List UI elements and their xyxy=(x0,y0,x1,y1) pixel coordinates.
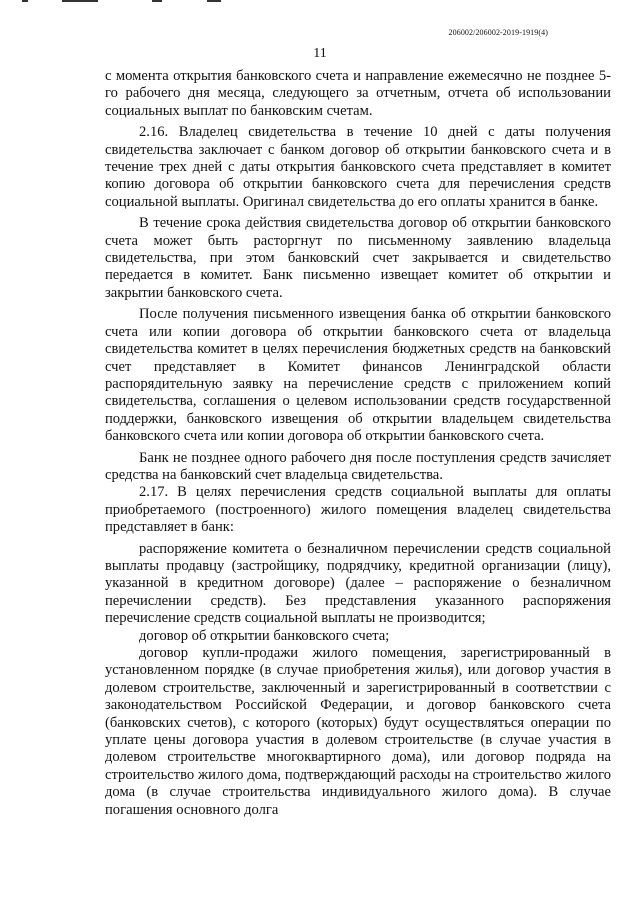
paragraph: с момента открытия банковского счета и направление ежемесячно не позднее 5-го рабочего дня месяца, следующего за отчетным, отчета об использовании социальных выплат по банковским счетам. xyxy=(105,68,611,119)
paragraph: 2.16. Владелец свидетельства в течение 10 дней с даты получения свидетельства заключает с банком договор об открытии банковского счета и в течение трех дней с даты открытия банковского счета представляет в комитет копию договора об открытии банковского счета для перечисления средств социальной выплаты. Оригинал свидетельства до его оплаты хранится в банке. xyxy=(105,124,611,210)
document-id: 206002/206002-2019-1919(4) xyxy=(448,28,548,37)
paragraph: В течение срока действия свидетельства договор об открытии банковского счета может быть расторгнут по письменному заявлению владельца свидетельства, при этом банковский счет закрывается и свидетельство передается в комитет. Банк письменно извещает комитет об открытии и закрытии банковского счета. xyxy=(105,215,611,301)
document-body xyxy=(105,68,611,819)
page-number: 11 xyxy=(313,46,327,61)
scan-edge-marks xyxy=(0,0,640,6)
paragraph: После получения письменного извещения банка об открытии банковского счета или копии договора об открытии банковского счета от владельца свидетельства комитет в целях перечисления бюджетных средств на банковский счет представляет в Комитет финансов Ленинградской области распорядительную заявку на перечисление средств с приложением копий свидетельства, соглашения о целевом использовании средств государственной поддержки, банковского извещения об открытии владельцем свидетельства банковского счета или копии договора об открытии банковского счета. xyxy=(105,306,611,445)
paragraph: договор об открытии банковского счета; xyxy=(139,627,390,644)
paragraph: распоряжение комитета о безналичном перечислении средств социальной выплаты продавцу (застройщику, подрядчику, кредитной организации (лицу), указанной в кредитном договоре) (далее – распоряжение о безналичном перечислении средств). Без представления указанного распоряжения перечисление средств социальной выплаты не производится; xyxy=(105,540,611,627)
paragraph: Банк не позднее одного рабочего дня после поступления средств зачисляет средства на банковский счет владельца свидетельства. xyxy=(105,449,611,483)
paragraph: договор купли-продажи жилого помещения, зарегистрированный в установленном порядке (в случае приобретения жилья), или договор участия в долевом строительстве, заключенный и зарегистрированный в соответствии с законодательством Российской Федерации, и договор банковского счета (банковских счетов), с которого (которых) будут осуществляться операции по уплате цены договора участия в долевом строительстве (в случае участия в долевом строительстве многоквартирного дома), или договор подряда на строительство жилого дома, подтверждающий расходы на строительство жилого дома (в случае строительства индивидуального жилого дома). В случае погашения основного долга xyxy=(105,645,611,818)
paragraph: 2.17. В целях перечисления средств социальной выплаты для оплаты приобретаемого (построенного) жилого помещения владелец свидетельства представляет в банк: xyxy=(105,484,611,536)
